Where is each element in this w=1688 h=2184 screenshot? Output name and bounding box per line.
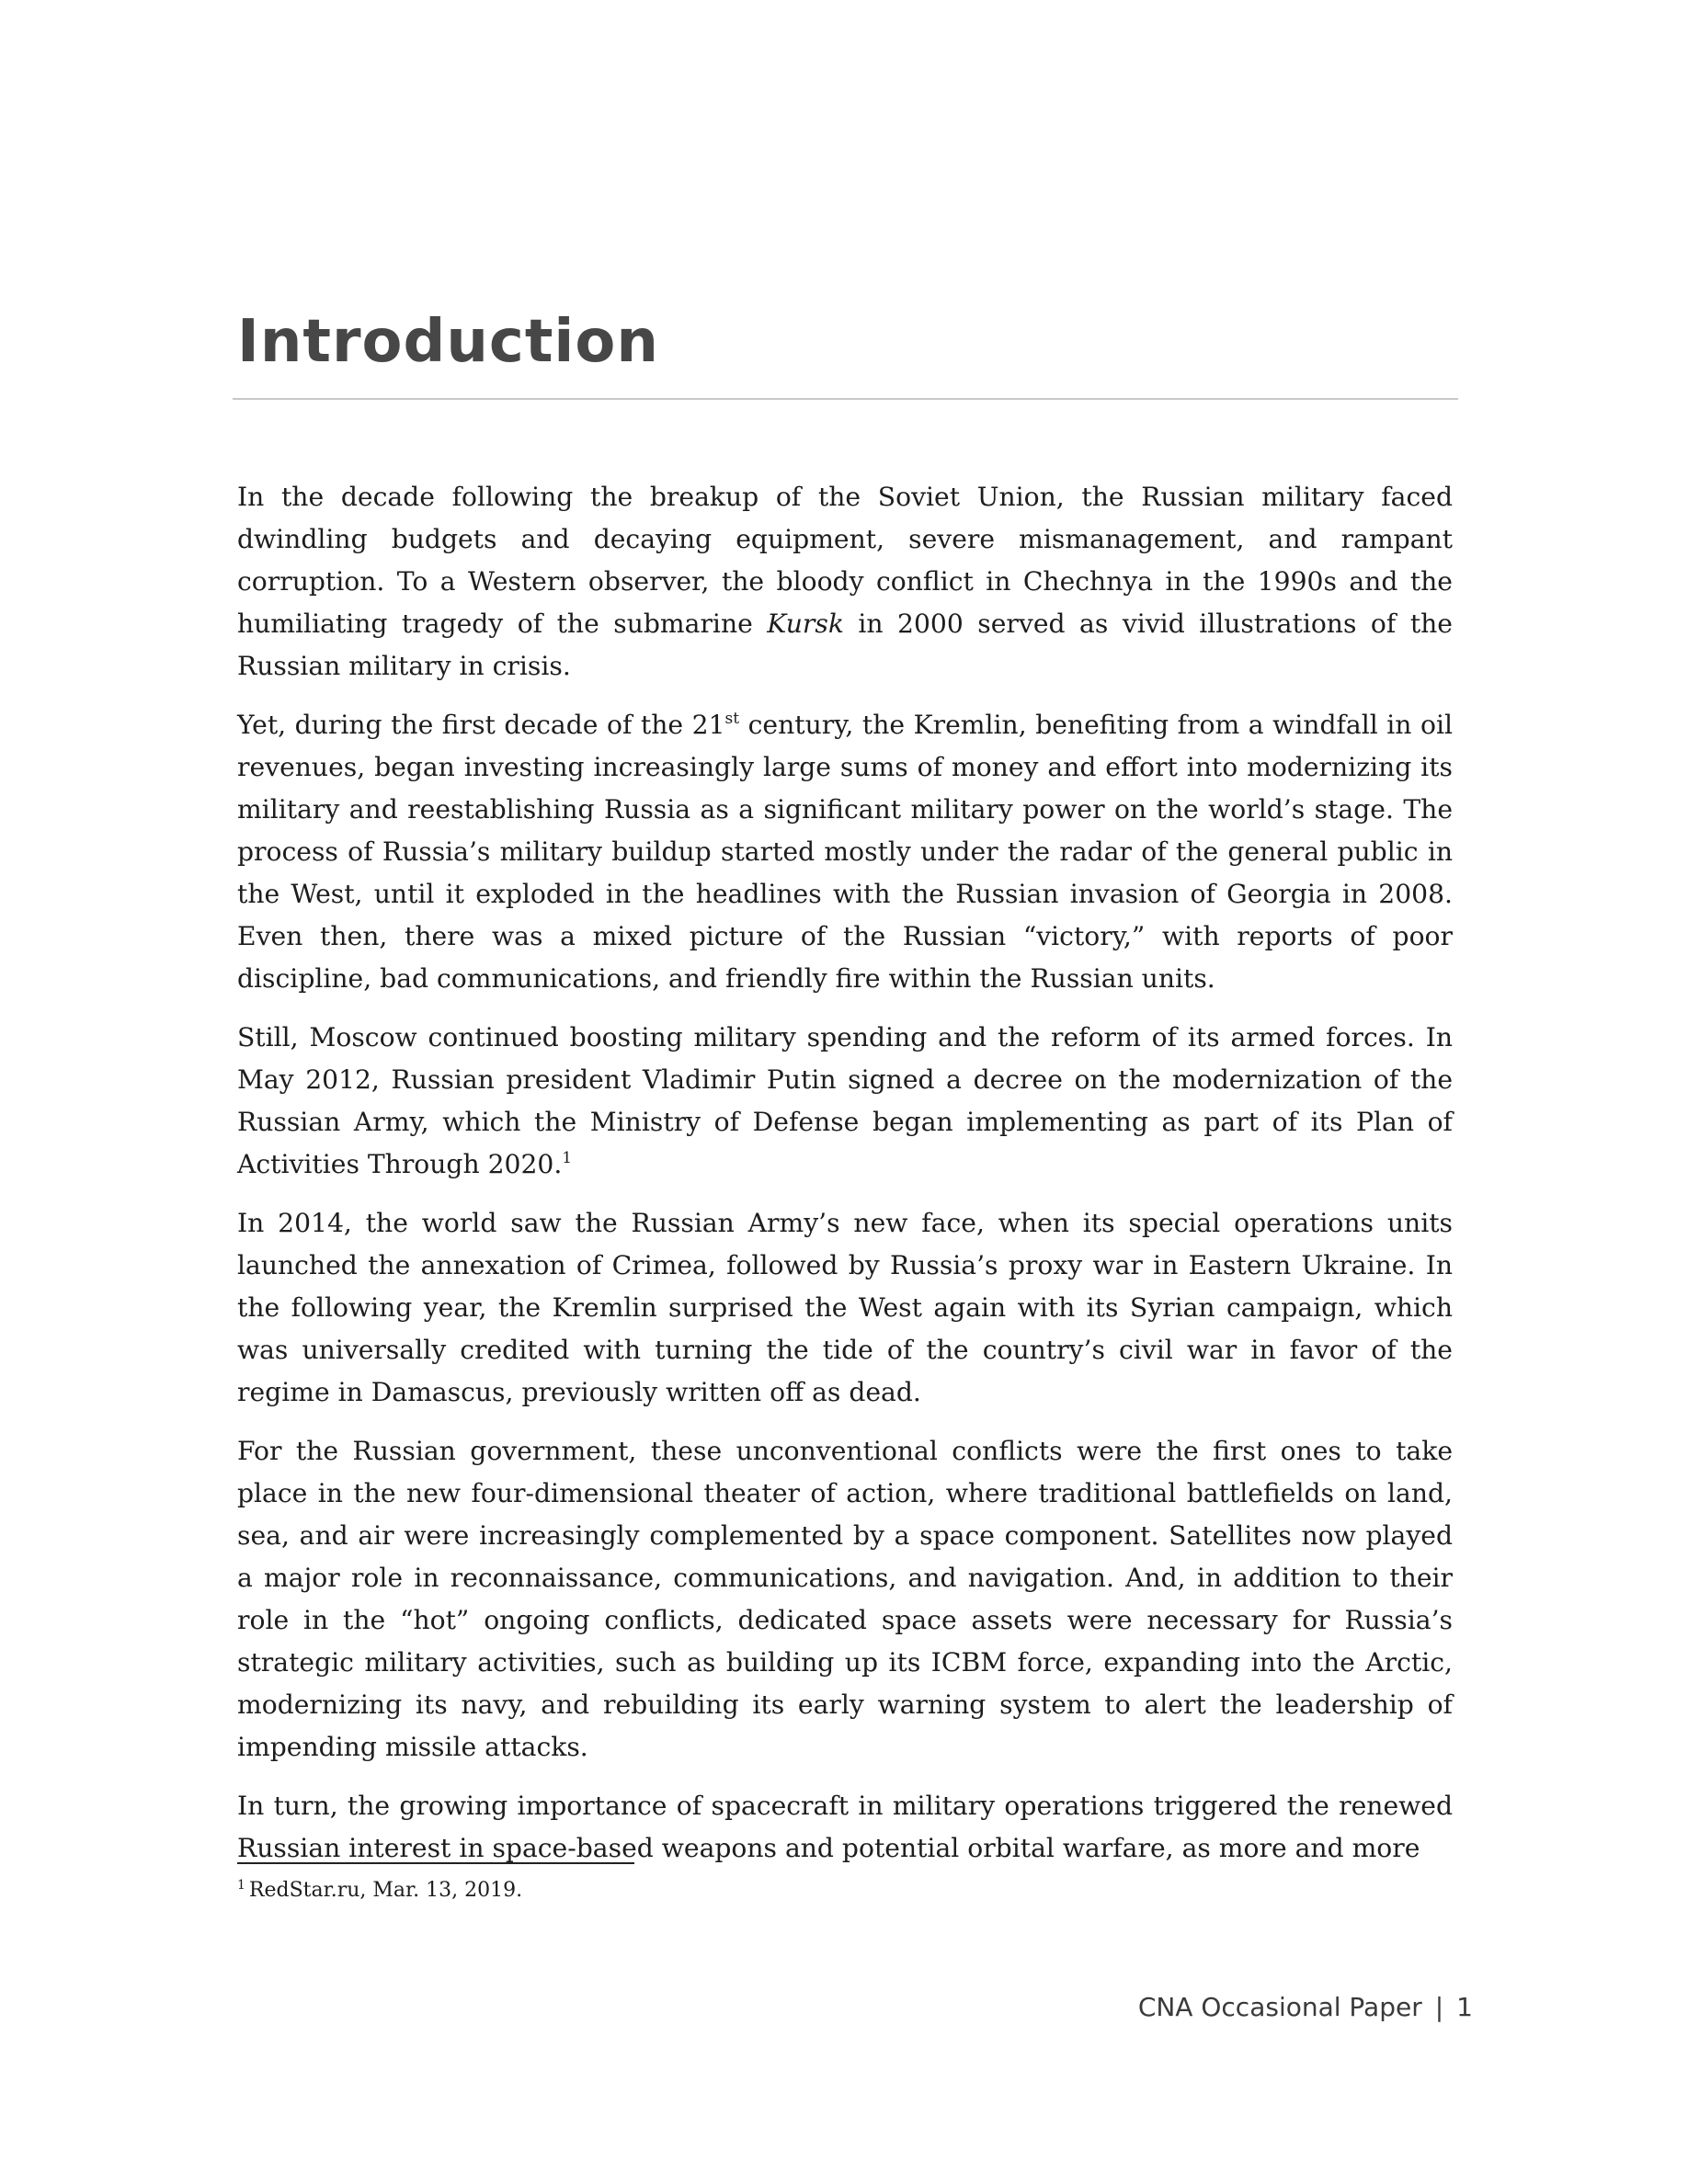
page-footer [1138,1992,1473,2022]
paragraph-6: In turn, the growing importance of spacecraft in military operations triggered the renewed Russian interest in space-based weapons and potential orbital warfare, as more and more [237,1791,1453,1863]
paragraph-2-text-b: century, the Kremlin, benefiting from a windfall in oil revenues, began investing increasingly large sums of money and effort into modernizing its military and reestablishing Russia as a significant military power on the world’s stage. The process of Russia’s military buildup started mostly under the radar of the general public in the West, until it exploded in the headlines with the Russian invasion of Georgia in 2008. Even then, there was a mixed picture of the Russian “victory,” with reports of poor discipline, bad communications, and friendly fire within the Russian units. [237,710,1454,994]
footnote [237,1877,522,1905]
section-heading: Introduction [237,308,659,376]
paragraph-1 [237,476,1453,688]
paragraph-2-text-a: Yet, during the first decade of the 21 [237,710,725,740]
publication-name: CNA Occasional Paper [1137,1992,1422,2022]
footnote-separator-rule [237,1862,634,1864]
ordinal-superscript: st [724,710,740,728]
page-number: 1 [1456,1992,1473,2022]
paragraph-2 [237,704,1453,1000]
paragraph-4: In 2014, the world saw the Russian Army’s new face, when its special operations units launched the annexation of Crimea, followed by Russia’s proxy war in Eastern Ukraine. In the following year, the Kremlin surprised the West again with its Syrian campaign, which was universally credited with turning the tide of the country’s civil war in favor of the regime in Damascus, previously written off as dead. [237,1208,1453,1407]
body-text [237,476,1453,1886]
paragraph-3 [237,1017,1453,1186]
footnote-text: RedStar.ru, Mar. 13, 2019. [248,1879,523,1902]
paragraph-1-text-a: In the decade following the breakup of the Soviet Union, the Russian military faced dwindling budgets and decaying equipment, severe mismanagement, and rampant corruption. To a Western observer, the bloody conflict in Chechnya in the 1990s and the humiliating tragedy of the submarine [237,482,1453,639]
paragraph-5: For the Russian government, these unconventional conflicts were the first ones to take place in the new four-dimensional theater of action, where traditional battlefields on land, sea, and air were increasingly complemented by a space component. Satellites now played a major role in reconnaissance, communications, and navigation. And, in addition to their role in the “hot” ongoing conflicts, dedicated space assets were necessary for Russia’s strategic military activities, such as building up its ICBM force, expanding into the Arctic, modernizing its navy, and rebuilding its early warning system to alert the leadership of impending missile attacks. [237,1436,1453,1762]
submarine-name-italic: Kursk [767,609,844,639]
footnote-reference[interactable]: 1 [562,1149,573,1167]
footer-separator: | [1434,1992,1444,2022]
heading-underline-rule [233,398,1458,400]
paragraph-3-text: Still, Moscow continued boosting military spending and the reform of its armed forces. In May 2012, Russian president Vladimir Putin signed a decree on the modernization of the Russian Army, which the Ministry of Defense began implementing as part of its Plan of Activities Through 2020. [237,1022,1453,1179]
paragraph-1-text-b: in 2000 served as vivid illustrations of the Russian military in crisis. [237,609,1453,681]
footnote-number: 1 [237,1878,245,1893]
